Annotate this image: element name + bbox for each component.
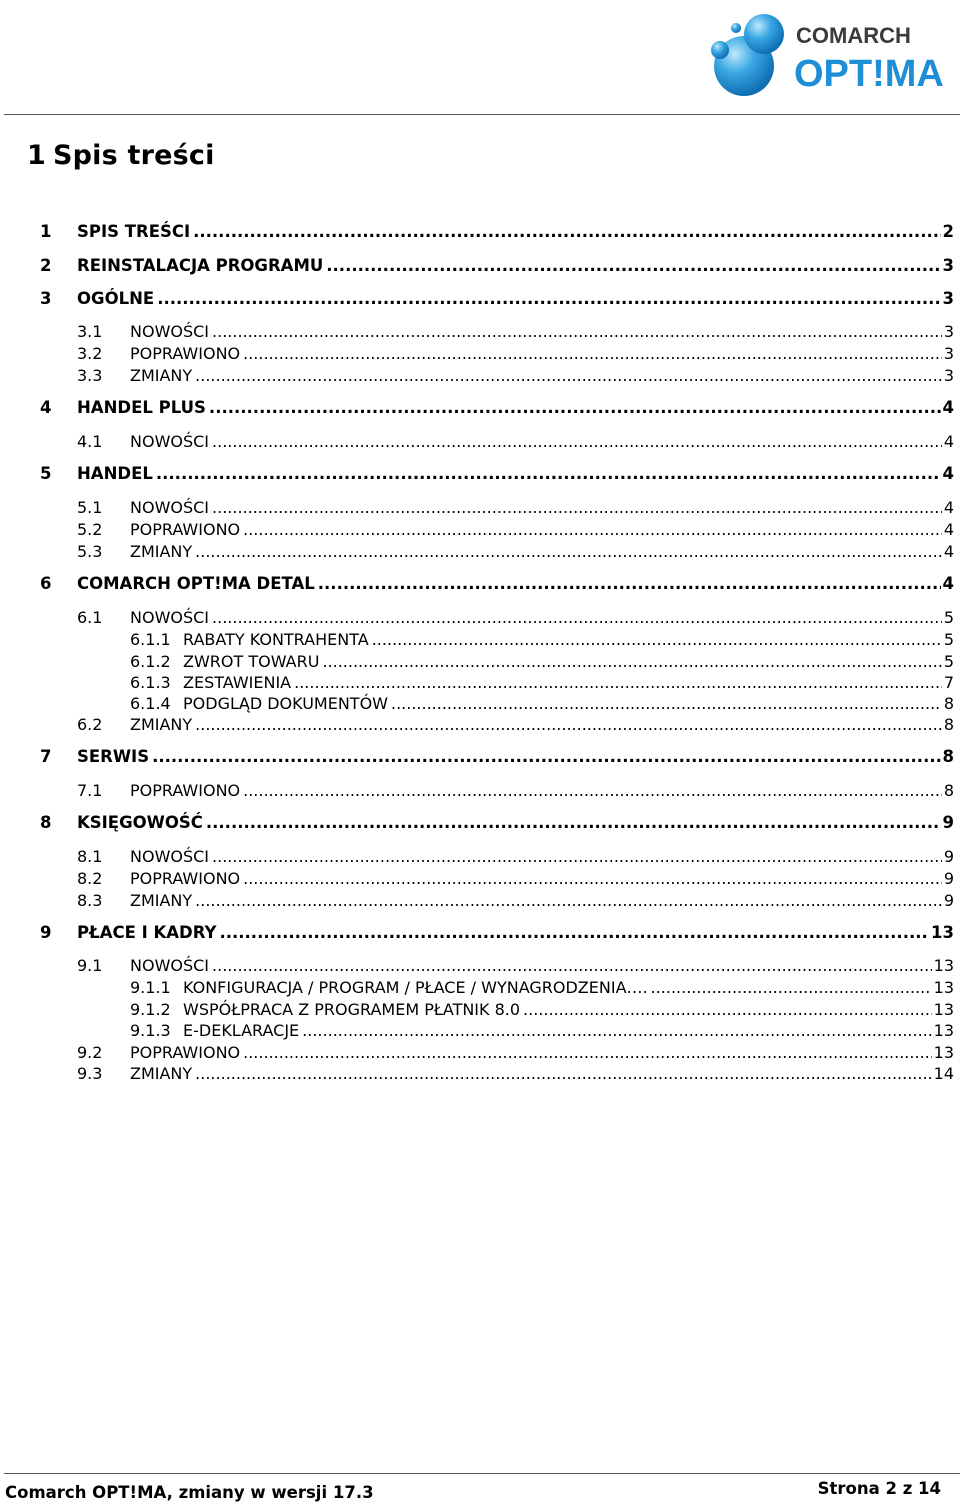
toc-entry-number: 6.2 [77,715,103,734]
toc-entry-title: REINSTALACJA PROGRAMU [77,256,324,275]
toc-dot-leader [219,923,929,942]
footer-page-number: Strona 2 z 14 [817,1479,941,1498]
toc-entry[interactable] [130,1021,954,1043]
toc-entry-page: 9 [943,869,954,888]
toc-entry[interactable] [77,366,954,388]
toc-dot-leader [195,542,942,561]
toc-entry-page: 5 [943,630,954,649]
toc-dot-leader [156,464,941,483]
toc-entry-title: NOWOŚCI [130,432,210,451]
toc-entry[interactable] [77,869,954,891]
toc-entry-page: 3 [942,256,954,275]
toc-entry[interactable] [130,694,954,716]
toc-entry[interactable] [77,956,954,978]
toc-entry-number: 6.1.2 [130,652,171,671]
toc-entry-page: 4 [942,574,954,593]
toc-entry-number: 7.1 [77,781,103,800]
toc-entry-number: 6.1.3 [130,673,171,692]
toc-entry[interactable] [130,673,954,695]
toc-entry[interactable] [130,630,954,652]
toc-entry-number: 5.1 [77,498,103,517]
toc-entry-page: 4 [943,432,954,451]
toc-entry-number: 6.1.4 [130,694,171,713]
toc-entry-number: 8.3 [77,891,103,910]
toc-entry-title: ZMIANY [130,542,193,561]
toc-entry-page: 9 [942,813,954,832]
toc-entry-page: 13 [931,923,954,942]
toc-entry-page: 5 [943,608,954,627]
toc-entry-title: NOWOŚCI [130,322,210,341]
toc-entry-title: ZMIANY [130,366,193,385]
toc-entry-number: 3.1 [77,322,103,341]
toc-dot-leader [243,781,942,800]
toc-dot-leader [243,344,942,363]
toc-entry[interactable] [40,398,954,420]
toc-entry-page: 3 [942,289,954,308]
toc-dot-leader [152,747,940,766]
logo-brand-line1: COMARCH [796,23,911,48]
toc-entry-title: ZESTAWIENIA [183,673,292,692]
toc-dot-leader [195,1064,931,1083]
toc-entry-number: 4.1 [77,432,103,451]
toc-entry-title: ZMIANY [130,1064,193,1083]
toc-entry[interactable] [77,322,954,344]
toc-entry-number: 9 [40,923,52,942]
page-title-text: Spis treści [53,140,215,171]
toc-dot-leader [209,398,941,417]
toc-entry-title: ZMIANY [130,715,193,734]
toc-entry-title: SPIS TREŚCI [77,222,191,241]
toc-dot-leader [195,366,942,385]
toc-entry-number: 9.2 [77,1043,103,1062]
toc-dot-leader [157,289,940,308]
toc-entry-number: 9.1.3 [130,1021,171,1040]
toc-entry-title: OGÓLNE [77,289,155,308]
toc-entry-page: 13 [933,1043,954,1062]
toc-entry-page: 2 [942,222,954,241]
toc-dot-leader [372,630,942,649]
toc-entry-page: 8 [942,747,954,766]
toc-entry[interactable] [77,1064,954,1086]
toc-entry-page: 4 [943,498,954,517]
toc-dot-leader [302,1021,931,1040]
toc-entry[interactable] [77,781,954,803]
toc-entry[interactable] [77,344,954,366]
toc-dot-leader [651,978,932,997]
toc-entry[interactable] [77,520,954,542]
toc-dot-leader [523,1000,932,1019]
toc-entry-title: PODGLĄD DOKUMENTÓW [183,694,388,713]
toc-entry[interactable] [40,289,954,311]
toc-entry-number: 3.2 [77,344,103,363]
toc-entry-title: HANDEL [77,464,153,483]
toc-entry-title: POPRAWIONO [130,781,241,800]
toc-entry-title: POPRAWIONO [130,344,241,363]
toc-entry-title: NOWOŚCI [130,847,210,866]
toc-entry-title: POPRAWIONO [130,520,241,539]
toc-entry[interactable] [40,464,954,486]
toc-entry-page: 8 [943,781,954,800]
toc-entry-page: 9 [943,847,954,866]
toc-entry-number: 5.3 [77,542,103,561]
toc-entry-number: 8 [40,813,52,832]
footer-document-name: Comarch OPT!MA, zmiany w wersji 17.3 [5,1483,374,1502]
toc-entry-page: 4 [942,464,954,483]
toc-entry-number: 6.1 [77,608,103,627]
toc-entry[interactable] [77,542,954,564]
toc-entry[interactable] [77,432,954,454]
toc-dot-leader [212,956,932,975]
toc-entry-page: 13 [933,1021,954,1040]
toc-dot-leader [243,520,942,539]
toc-entry[interactable] [77,608,954,630]
toc-entry-page: 13 [933,956,954,975]
toc-dot-leader [326,256,940,275]
toc-entry-page: 8 [943,694,954,713]
toc-entry[interactable] [77,891,954,913]
toc-entry-title: HANDEL PLUS [77,398,206,417]
toc-entry-page: 5 [943,652,954,671]
toc-entry[interactable] [40,574,954,596]
toc-entry-number: 6.1.1 [130,630,171,649]
toc-entry-number: 3 [40,289,52,308]
toc-entry-number: 5 [40,464,52,483]
toc-entry-number: 8.1 [77,847,103,866]
toc-entry-number: 9.1.2 [130,1000,171,1019]
toc-entry[interactable] [77,1043,954,1065]
toc-entry-page: 9 [943,891,954,910]
toc-dot-leader [243,869,942,888]
toc-entry-page: 4 [943,520,954,539]
toc-entry-title: KSIĘGOWOŚĆ [77,813,203,832]
toc-dot-leader [195,715,942,734]
toc-entry[interactable] [40,813,954,835]
toc-entry-title: COMARCH OPT!MA DETAL [77,574,315,593]
toc-entry[interactable] [77,847,954,869]
toc-dot-leader [195,891,942,910]
toc-dot-leader [318,574,941,593]
toc-entry-page: 14 [933,1064,954,1083]
toc-entry-title: E-DEKLARACJE [183,1021,300,1040]
toc-entry[interactable] [40,222,954,244]
toc-entry-number: 4 [40,398,52,417]
toc-entry-page: 8 [943,715,954,734]
toc-entry-title: NOWOŚCI [130,498,210,517]
toc-entry-number: 6 [40,574,52,593]
toc-entry-title: SERWIS [77,747,150,766]
toc-entry-page: 3 [943,344,954,363]
logo-brand-line2: OPT!MA [794,53,944,95]
toc-entry[interactable] [40,256,954,278]
toc-entry-title: POPRAWIONO [130,1043,241,1062]
toc-entry[interactable] [77,498,954,520]
toc-entry-title: POPRAWIONO [130,869,241,888]
toc-entry-number: 9.1 [77,956,103,975]
toc-entry-number: 7 [40,747,52,766]
toc-entry-number: 5.2 [77,520,103,539]
footer-divider [4,1473,960,1474]
toc-dot-leader [212,608,942,627]
toc-entry-page: 13 [933,1000,954,1019]
toc-dot-leader [206,813,941,832]
toc-dot-leader [322,652,941,671]
toc-entry[interactable] [40,923,954,945]
toc-entry[interactable] [40,747,954,769]
toc-entry-page: 13 [933,978,954,997]
toc-dot-leader [243,1043,932,1062]
toc-entry[interactable] [77,715,954,737]
toc-entry-number: 9.1.1 [130,978,171,997]
toc-entry-title: KONFIGURACJA / PROGRAM / PŁACE / WYNAGRODZENIA…. [183,978,648,997]
toc-entry[interactable] [130,978,954,1000]
toc-entry-page: 4 [943,542,954,561]
toc-entry-title: NOWOŚCI [130,608,210,627]
page-title-number: 1 [27,140,46,171]
toc-entry-number: 3.3 [77,366,103,385]
toc-dot-leader [294,673,942,692]
toc-entry-page: 3 [943,366,954,385]
toc-entry-number: 9.3 [77,1064,103,1083]
toc-dot-leader [212,498,942,517]
toc-entry-number: 8.2 [77,869,103,888]
toc-entry-title: WSPÓŁPRACA Z PROGRAMEM PŁATNIK 8.0 [183,1000,521,1019]
toc-entry-page: 3 [943,322,954,341]
toc-entry-page: 7 [943,673,954,692]
toc-entry-title: RABATY KONTRAHENTA [183,630,369,649]
toc-dot-leader [193,222,940,241]
toc-entry-title: PŁACE I KADRY [77,923,217,942]
toc-entry-number: 2 [40,256,52,275]
toc-dot-leader [212,847,942,866]
toc-entry-title: NOWOŚCI [130,956,210,975]
toc-entry-page: 4 [942,398,954,417]
toc-entry-title: ZMIANY [130,891,193,910]
toc-entry[interactable] [130,1000,954,1022]
toc-entry-number: 1 [40,222,52,241]
toc-entry[interactable] [130,652,954,674]
toc-entry-title: ZWROT TOWARU [183,652,320,671]
toc-dot-leader [391,694,942,713]
toc-dot-leader [212,322,942,341]
toc-dot-leader [212,432,942,451]
